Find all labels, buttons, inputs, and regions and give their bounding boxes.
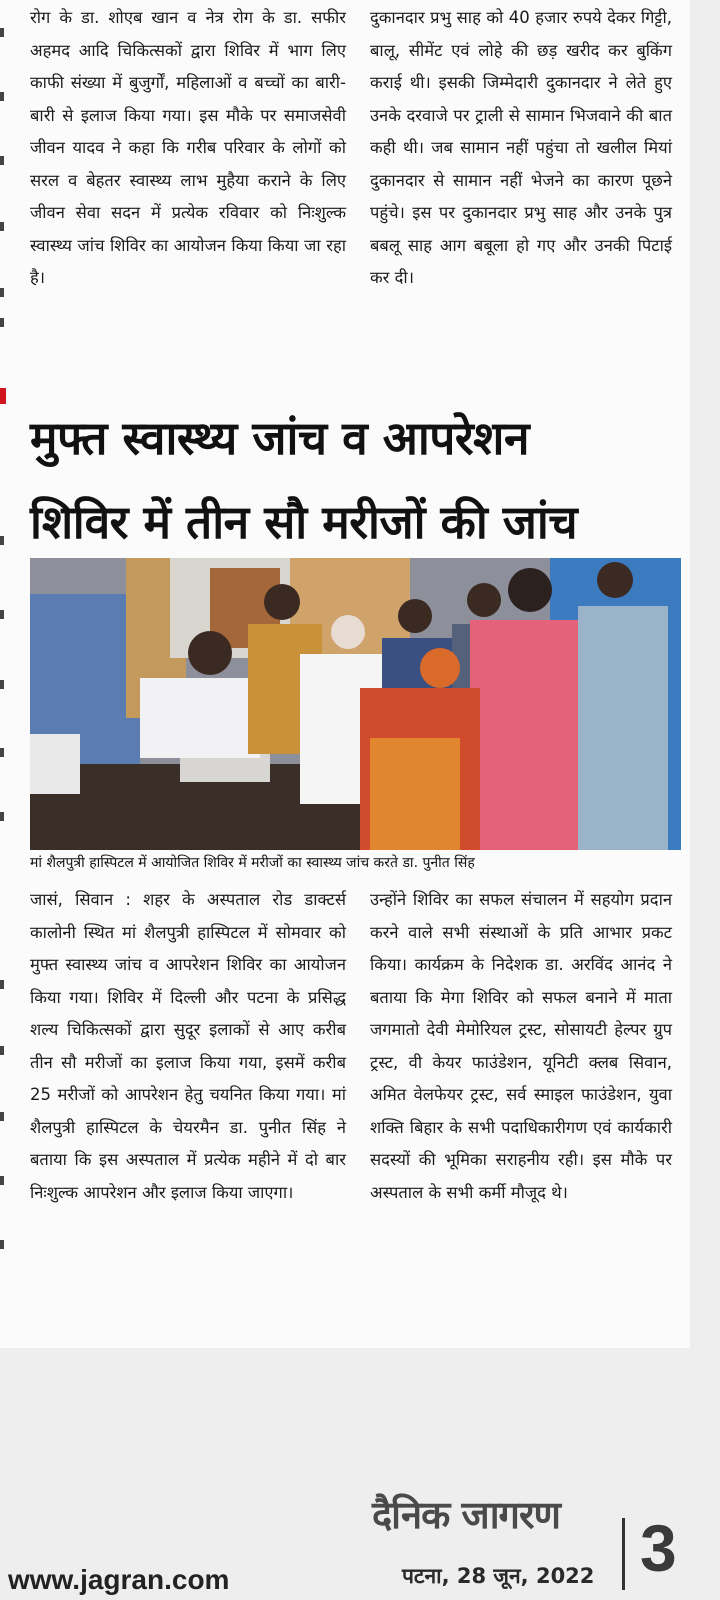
footer-divider (622, 1518, 625, 1590)
article-top-right-text: दुकानदार प्रभु साह को 40 हजार रुपये देकर गिट्टी, बालू, सीमेंट एवं लोहे की छड़ खरीद कर बुकिंग कराई थी। इसकी जिम्मेदारी दुकानदार ने लेते हुए उनके दरवाजे पर ट्राली से सामान भिजवाने की बात कही थी। जब सामान नहीं पहुंचा तो खलील मियां दुकानदार से सामान नहीं भेजने का कारण पूछने पहुंचे। इस पर दुकानदार प्रभु साह और उनके पुत्र बबलू साह आग बबूला हो गए और उनकी पिटाई कर दी। (370, 8, 672, 287)
photo-caption: मां शैलपुत्री हास्पिटल में आयोजित शिविर में मरीजों का स्वास्थ्य जांच करते डा. पुनीत सिंह (30, 855, 475, 871)
article-main-right-text: उन्होंने शिविर का सफल संचालन में सहयोग प्रदान करने वाले सभी संस्थाओं के प्रति आभार प्रकट किया। कार्यक्रम के निदेशक डा. अरविंद आनंद ने बताया कि मेगा शिविर को सफल बनाने में माता जगमातो देवी मेमोरियल ट्रस्ट, सोसायटी हेल्पर ग्रुप ट्रस्ट, वी केयर फाउंडेशन, यूनिटी क्लब सिवान, अमित वेलफेयर ट्रस्ट, सर्व स्माइल फाउंडेशन, युवा शक्ति बिहार के सभी पदाधिकारीगण एवं कार्यकारी सदस्यों की भूमिका सराहनीय रही। इस मौके पर अस्पताल के सभी कर्मी मौजूद थे। (370, 890, 672, 1202)
edition-date: पटना, 28 जून, 2022 (402, 1564, 595, 1588)
article-main-right-column (370, 884, 672, 1209)
website-url[interactable]: www.jagran.com (8, 1564, 230, 1595)
newspaper-logo: दैनिक जागरण (372, 1493, 560, 1537)
page-number: 3 (640, 1511, 677, 1585)
headline-line-1: मुफ्त स्वास्थ्य जांच व आपरेशन (30, 411, 529, 465)
article-main-left-column (30, 884, 346, 1209)
article-top-left-text: रोग के डा. शोएब खान व नेत्र रोग के डा. सफीर अहमद आदि चिकित्सकों द्वारा शिविर में भाग लिए काफी संख्या में बुजुर्गों, महिलाओं व बच्चों का बारी-बारी से इलाज किया गया। इस मौके पर समाजसेवी जीवन यादव ने कहा कि गरीब परिवार के लोगों को सरल व बेहतर स्वास्थ्य लाभ मुहैया कराने के लिए जीवन सेवा सदन में प्रत्येक रविवार को निःशुल्क स्वास्थ्य जांच शिविर का आयोजन किया किया जा रहा है। (30, 8, 346, 287)
headline (30, 396, 680, 564)
article-top-left-column (30, 2, 346, 295)
article-main-left-text: जासं, सिवान : शहर के अस्पताल रोड डाक्टर्स कालोनी स्थित मां शैलपुत्री हास्पिटल में सोमवार को मुफ्त स्वास्थ्य जांच व आपरेशन शिविर का आयोजन किया गया। शिविर में दिल्ली और पटना के प्रसिद्ध शल्य चिकित्सकों द्वारा सुदूर इलाकों से आए करीब तीन सौ मरीजों का इलाज किया गया, इसमें करीब 25 मरीजों को आपरेशन हेतु चयनित किया गया। मां शैलपुत्री हास्पिटल के चेयरमैन डा. पुनीत सिंह ने बताया कि इस अस्पताल में प्रत्येक महीने में दो बार निःशुल्क आपरेशन और इलाज किया जाएगा। (30, 890, 346, 1202)
red-margin-mark (0, 388, 6, 404)
news-photo (30, 558, 681, 850)
article-top-right-column (370, 2, 672, 295)
headline-line-2: शिविर में तीन सौ मरीजों की जांच (30, 495, 578, 549)
adjacent-column-edge (0, 0, 10, 1348)
